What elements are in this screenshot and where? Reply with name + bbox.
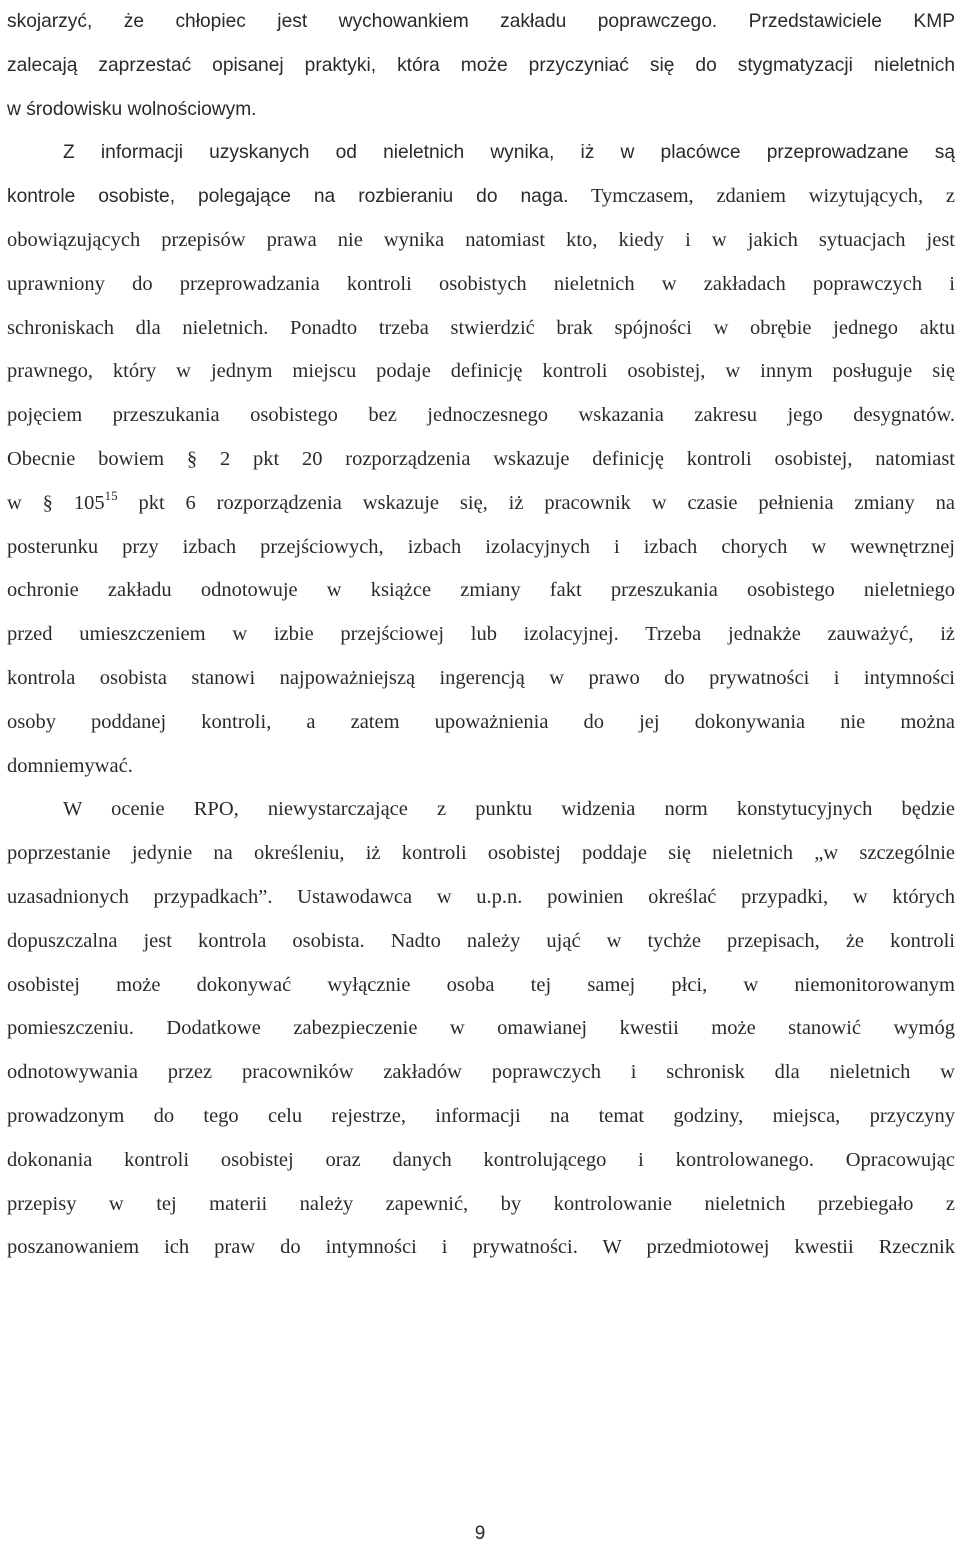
- text-segment: Tymczasem, zdaniem wizytujących, z: [568, 185, 955, 208]
- text-line: dopuszczalna jest kontrola osobista. Nadto należy ująć w tychże przepisach, że kontroli: [7, 929, 955, 952]
- text-line: osobistej może dokonywać wyłącznie osoba tej samej płci, w niemonitorowanym: [7, 973, 955, 996]
- text-line: obowiązujących przepisów prawa nie wynika natomiast kto, kiedy i w jakich sytuacjach jest: [7, 228, 955, 251]
- text-line: pomieszczeniu. Dodatkowe zabezpieczenie w omawianej kwestii może stanowić wymóg: [7, 1017, 955, 1040]
- text-line: prawnego, który w jednym miejscu podaje definicję kontroli osobistej, w innym posługuje się: [7, 360, 955, 383]
- paragraph-1: [7, 0, 955, 131]
- text-line: prowadzonym do tego celu rejestrze, informacji na temat godziny, miejsca, przyczyny: [7, 1104, 955, 1127]
- text-line: [7, 175, 955, 219]
- text-line: uzasadnionych przypadkach”. Ustawodawca w u.p.n. powinien określać przypadki, w których: [7, 885, 955, 908]
- text-segment: kontrole osobiste, polegające na rozbieraniu do naga.: [7, 186, 569, 208]
- text-line: ochronie zakładu odnotowuje w książce zmiany fakt przeszukania osobistego nieletniego: [7, 579, 955, 602]
- text-segment: pkt 6 rozporządzenia wskazuje się, iż pracownik w czasie pełnienia zmiany na: [117, 491, 955, 514]
- text-line: przepisy w tej materii należy zapewnić, by kontrolowanie nieletnich przebiegało z: [7, 1192, 955, 1215]
- text-line: zalecają zaprzestać opisanej praktyki, która może przyczyniać się do stygmatyzacji nieletnich: [7, 54, 955, 76]
- text-line: przed umieszczeniem w izbie przejściowej lub izolacyjnej. Trzeba jednakże zauważyć, iż: [7, 623, 955, 646]
- text-line: poprzestanie jedynie na określeniu, iż kontroli osobistej poddaje się nieletnich „w szczególnie: [7, 842, 955, 865]
- text-segment: w § 105: [7, 491, 105, 514]
- text-line: uprawniony do przeprowadzania kontroli osobistych nieletnich w zakładach poprawczych i: [7, 272, 955, 295]
- text-line: [7, 482, 955, 526]
- text-line: W ocenie RPO, niewystarczające z punktu widzenia norm konstytucyjnych będzie: [63, 798, 955, 821]
- text-line: Z informacji uzyskanych od nieletnich wynika, iż w placówce przeprowadzane są: [63, 142, 955, 164]
- text-line: [7, 307, 955, 351]
- text-line: pojęciem przeszukania osobistego bez jednoczesnego wskazania zakresu jego desygnatów.: [7, 404, 955, 427]
- page-number: 9: [474, 1523, 486, 1544]
- text-line: odnotowywania przez pracowników zakładów poprawczych i schronisk dla nieletnich w: [7, 1061, 955, 1084]
- text-line: Obecnie bowiem § 2 pkt 20 rozporządzenia wskazuje definicję kontroli osobistej, natomiast: [7, 447, 955, 470]
- footnote-reference: 15: [104, 487, 118, 503]
- document-page: [7, 0, 955, 1270]
- text-line: dokonania kontroli osobistej oraz danych kontrolującego i kontrolowanego. Opracowując: [7, 1148, 955, 1171]
- text-segment: Ponadto trzeba stwierdzić brak spójności w obrębie jednego aktu: [268, 316, 955, 339]
- text-line: skojarzyć, że chłopiec jest wychowankiem zakładu poprawczego. Przedstawiciele KMP: [7, 11, 955, 32]
- text-segment: schroniskach dla nieletnich.: [7, 316, 269, 339]
- paragraph-3: [7, 788, 955, 1270]
- text-line: kontrola osobista stanowi najpoważniejszą ingerencją w prawo do prywatności i intymności: [7, 666, 955, 689]
- text-line: w środowisku wolnościowym.: [7, 98, 257, 120]
- text-line: poszanowaniem ich praw do intymności i prywatności. W przedmiotowej kwestii Rzecznik: [7, 1236, 955, 1259]
- paragraph-2: [7, 131, 955, 788]
- text-line: osoby poddanej kontroli, a zatem upoważnienia do jej dokonywania nie można: [7, 710, 955, 733]
- text-line: domniemywać.: [7, 754, 133, 777]
- text-line: posterunku przy izbach przejściowych, izbach izolacyjnych i izbach chorych w wewnętrznej: [7, 535, 955, 558]
